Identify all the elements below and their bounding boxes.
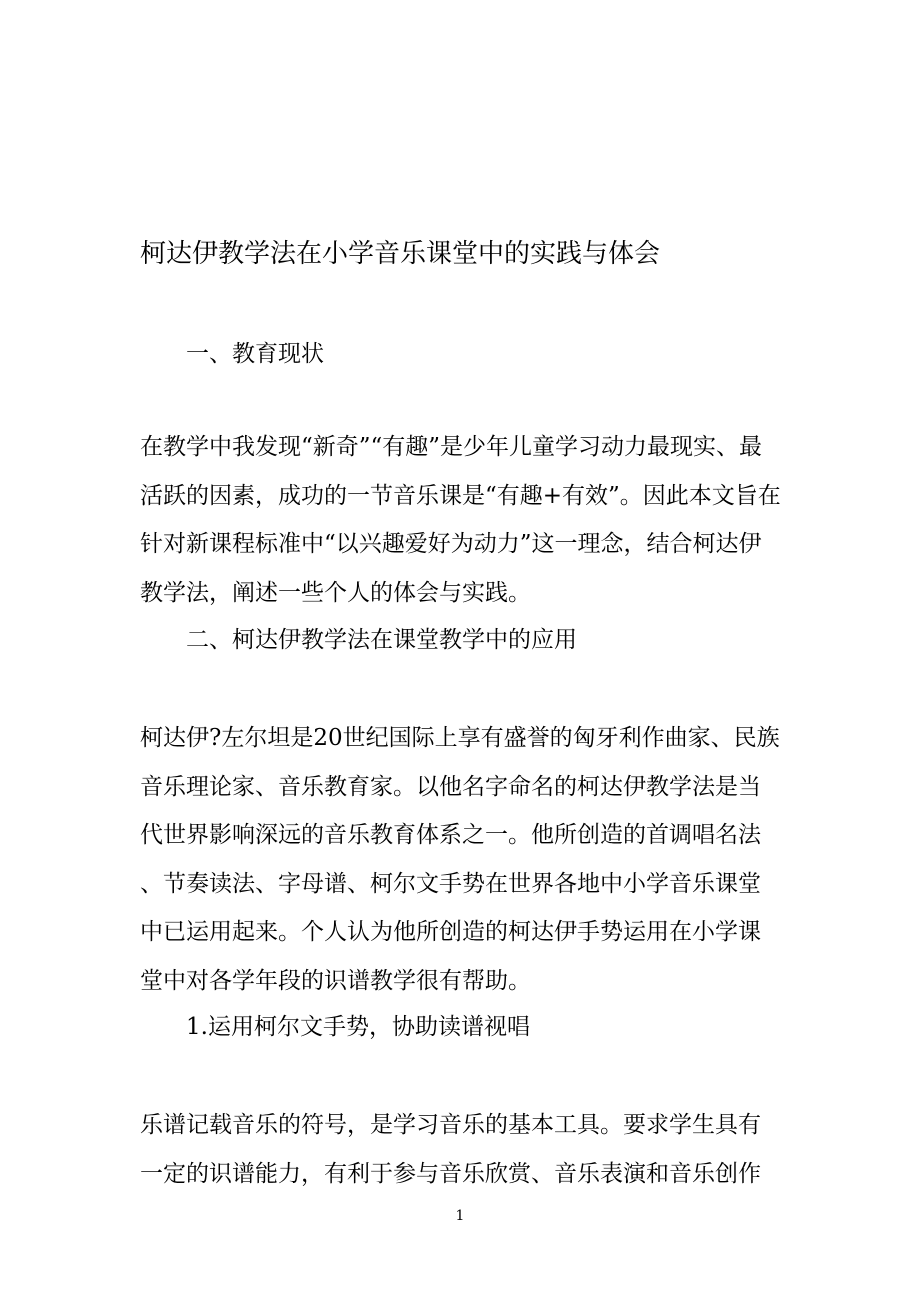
section-heading-2: 二、柯达伊教学法在课堂教学中的应用 xyxy=(186,627,577,653)
paragraph-line: 一定的识谱能力，有利于参与音乐欣赏、音乐表演和音乐创作 xyxy=(140,1160,761,1187)
paragraph-line: 堂中对各学年段的识谱教学很有帮助。 xyxy=(140,967,531,994)
paragraph-line: 柯达伊?左尔坦是20世纪国际上享有盛誉的匈牙利作曲家、民族 xyxy=(140,725,780,751)
paragraph-line: 乐谱记载音乐的符号，是学习音乐的基本工具。要求学生具有 xyxy=(140,1112,761,1138)
paragraph-line: 教学法，阐述一些个人的体会与实践。 xyxy=(140,579,531,606)
section-heading-1: 一、教育现状 xyxy=(186,341,324,367)
paragraph-3 xyxy=(140,1101,780,1198)
paragraph-line: 针对新课程标准中“以兴趣爱好为动力”这一理念，结合柯达伊 xyxy=(140,531,762,558)
paragraph-line: 、节奏读法、字母谱、柯尔文手势在世界各地中小学音乐课堂 xyxy=(140,870,761,897)
paragraph-1 xyxy=(140,423,780,617)
paragraph-line: 代世界影响深远的音乐教育体系之一。他所创造的首调唱名法 xyxy=(140,822,761,849)
paragraph-2 xyxy=(140,714,780,1006)
page-number: 1 xyxy=(455,1208,465,1224)
document-title: 柯达伊教学法在小学音乐课堂中的实践与体会 xyxy=(140,239,661,269)
paragraph-line: 在教学中我发现“新奇”“有趣”是少年儿童学习动力最现实、最 xyxy=(140,434,763,460)
paragraph-line: 活跃的因素，成功的一节音乐课是“有趣+有效”。因此本文旨在 xyxy=(140,482,781,509)
paragraph-line: 中已运用起来。个人认为他所创造的柯达伊手势运用在小学课 xyxy=(140,919,761,946)
subsection-heading-1: 1.运用柯尔文手势，协助读谱视唱 xyxy=(186,1014,530,1040)
paragraph-line: 音乐理论家、音乐教育家。以他名字命名的柯达伊教学法是当 xyxy=(140,773,761,800)
